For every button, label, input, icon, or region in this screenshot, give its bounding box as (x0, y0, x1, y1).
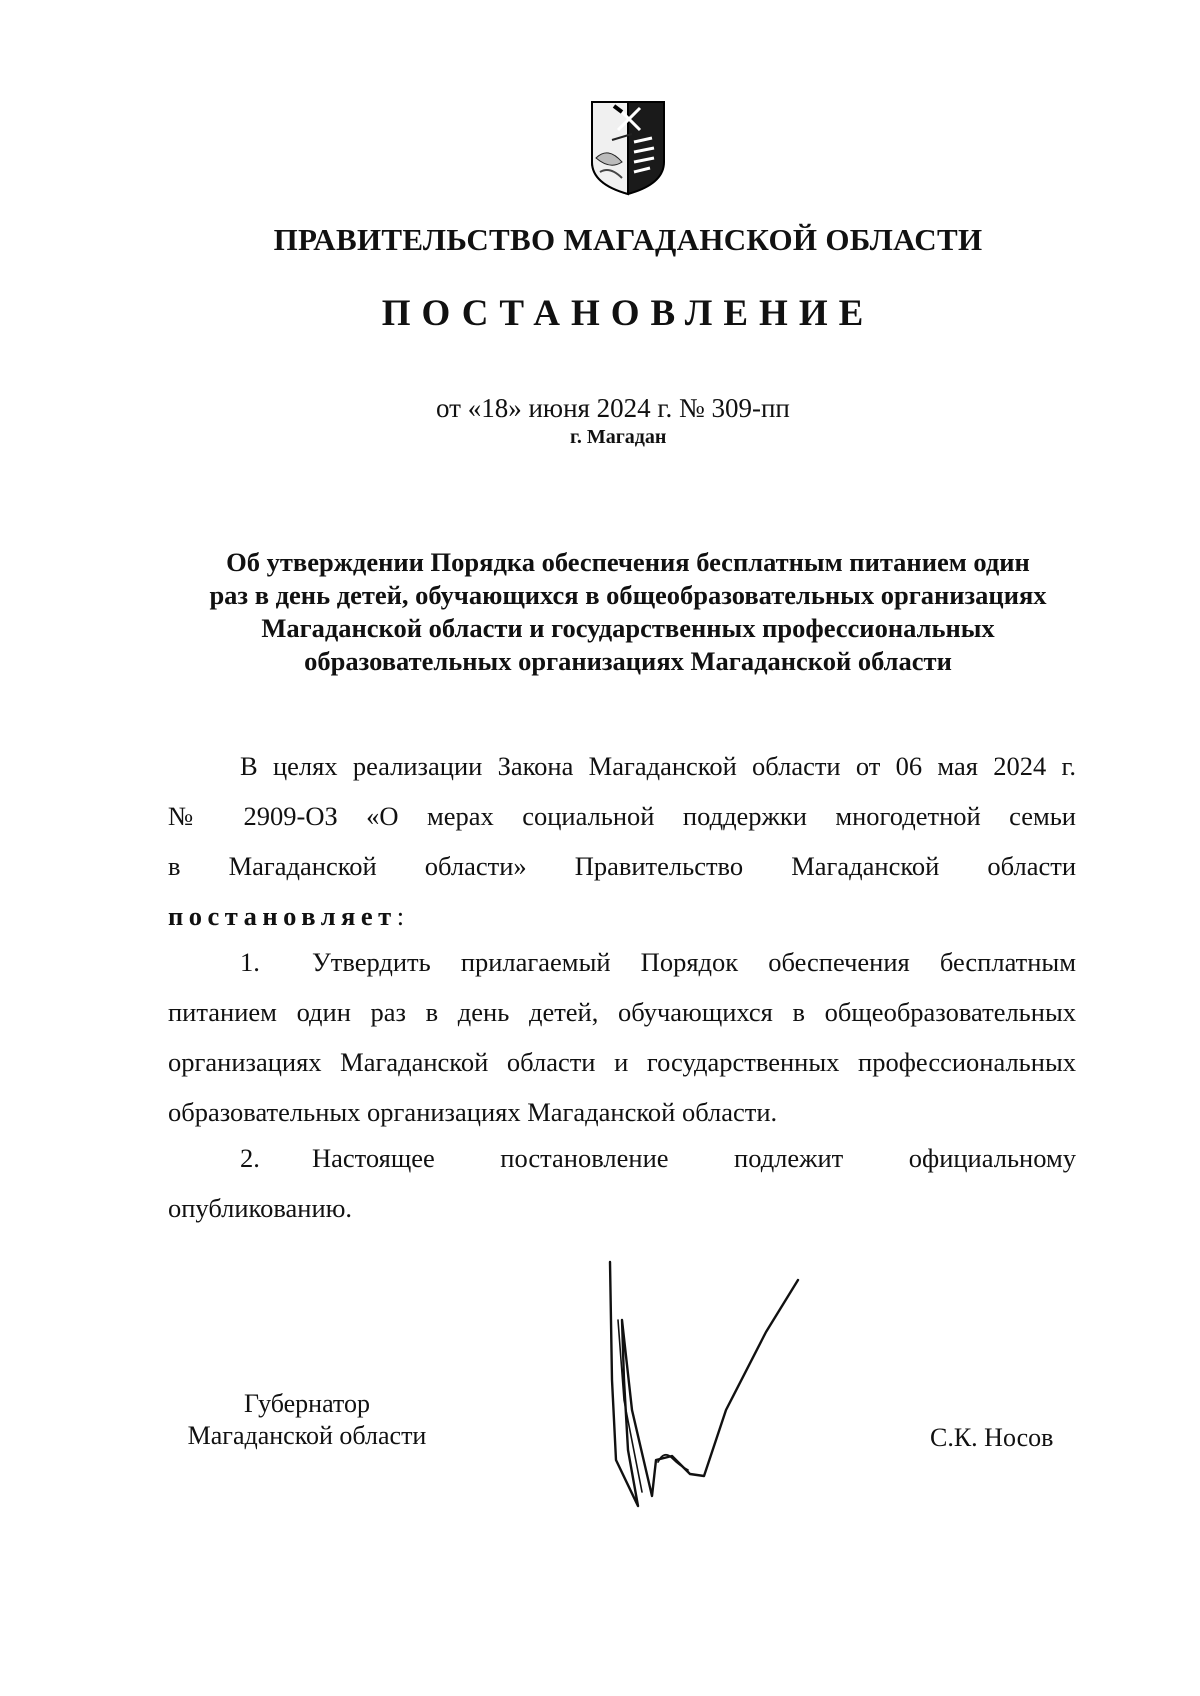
signatory-position (172, 1388, 442, 1452)
position-line: Губернатор (244, 1389, 370, 1418)
list-item (168, 937, 1076, 1137)
document-type: ПОСТАНОВЛЕНИЕ (381, 293, 875, 334)
item-line: опубликованию. (168, 1193, 353, 1223)
item-line: образовательных организациях Магаданской области. (168, 1097, 778, 1127)
government-title: ПРАВИТЕЛЬСТВО МАГАДАНСКОЙ ОБЛАСТИ (273, 222, 983, 257)
signatory-name: С.К. Носов (930, 1423, 1054, 1452)
coat-of-arms-icon (588, 100, 668, 196)
city-label: г. Магадан (570, 426, 667, 448)
item-line: организациях Магаданской области и государственных профессиональных (168, 1047, 1076, 1077)
item-line: питанием один раз в день детей, обучающихся в общеобразовательных (168, 997, 1076, 1027)
preamble-line: № 2909-ОЗ «О мерах социальной поддержки многодетной семьи (168, 801, 1076, 831)
item-number: 2. (240, 1143, 260, 1173)
item-text: Настоящее постановление подлежит официальному (312, 1143, 1076, 1173)
preamble-paragraph (168, 741, 1076, 941)
subject-line: раз в день детей, обучающихся в общеобразовательных организациях (209, 580, 1047, 610)
item-number: 1. (240, 947, 260, 977)
subject-line: Об утверждении Порядка обеспечения бесплатным питанием один (226, 547, 1030, 577)
item-first-line (168, 937, 1076, 987)
handwritten-signature (598, 1260, 838, 1512)
item-text: Утвердить прилагаемый Порядок обеспечения бесплатным (312, 947, 1076, 977)
preamble-line: В целях реализации Закона Магаданской области от 06 мая 2024 г. (240, 751, 1076, 781)
decree-word: постановляет (168, 901, 397, 931)
document-subject (160, 546, 1096, 678)
decree-line (168, 891, 1076, 941)
subject-line: Магаданской области и государственных профессиональных (261, 613, 995, 643)
item-first-line (168, 1133, 1076, 1183)
subject-line: образовательных организациях Магаданской области (304, 646, 952, 676)
preamble-line: в Магаданской области» Правительство Магаданской области (168, 851, 1076, 881)
position-line: Магаданской области (187, 1421, 427, 1450)
decree-colon: : (396, 901, 405, 931)
list-item (168, 1133, 1076, 1233)
date-number-line: от «18» июня 2024 г. № 309-пп (436, 393, 790, 423)
